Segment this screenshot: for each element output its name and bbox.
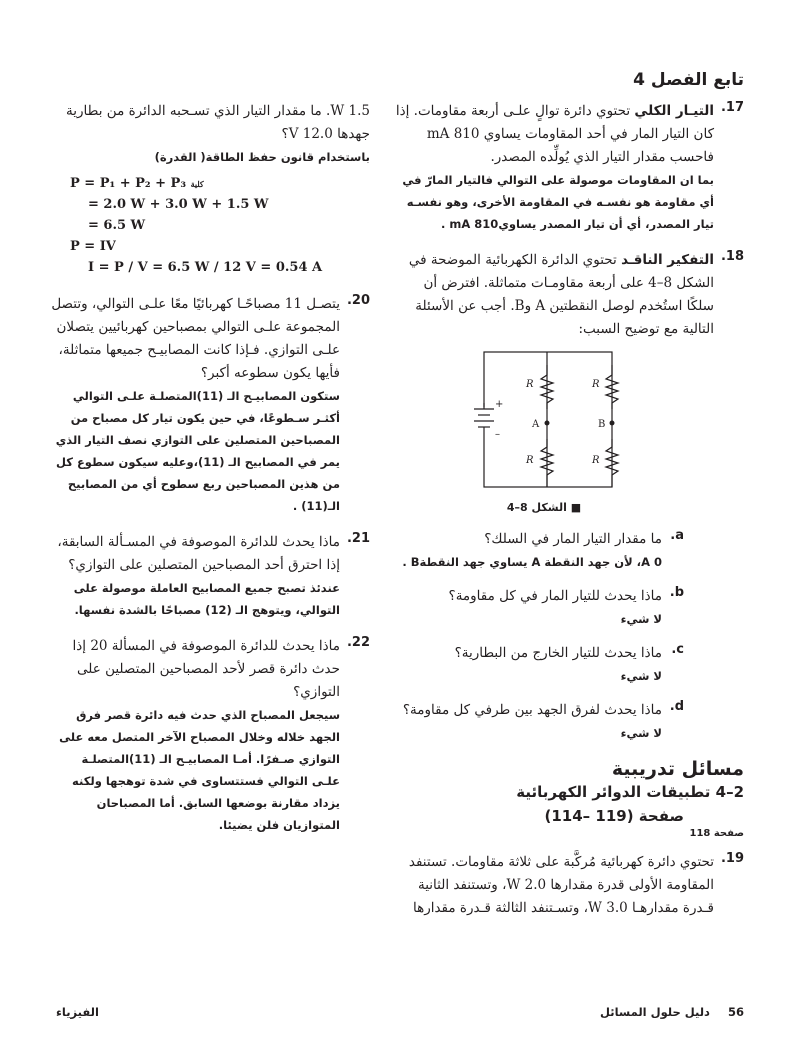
book-title: دليل حلول المسائل (600, 1005, 710, 1019)
part-question: ما مقدار التيار المار في السلك؟ (484, 531, 662, 547)
node-a (545, 421, 550, 426)
resistor-label: R (526, 379, 534, 390)
section-title: 2–4 تطبيقات الدوائر الكهربائية (516, 783, 744, 801)
question-number: 22. (346, 635, 370, 650)
sub-question-a (394, 528, 714, 573)
part-letter: c. (671, 642, 684, 657)
minus-sign: – (495, 429, 500, 440)
equation: = 6.5 W (88, 218, 146, 233)
question-19-continued (50, 100, 370, 275)
question-lead: التفكير الناقـد (621, 252, 714, 268)
practice-section (394, 758, 744, 839)
equations (50, 176, 370, 275)
part-answer: لا شيء (620, 612, 662, 626)
part-answer: 0 A، لأن جهد النقطة A يساوي جهد النقطةB . (402, 555, 662, 569)
question-21 (50, 531, 370, 621)
circuit-diagram (464, 347, 624, 497)
question-number: 19. (720, 851, 744, 866)
plus-sign: + (495, 399, 504, 410)
node-a-label: A (532, 419, 540, 430)
question-number: 18. (720, 249, 744, 264)
page-note: صفحة 118 (689, 828, 744, 839)
question-text: يتصـل 11 مصباحًـا كهربائيًا معًا علـى التوالي، وتتصل المجموعة علـى التوالي بمصباحين كهربائيين يتصلان علـى التوازي. فـإذا كانت المصابيـح جميعها متماثلة، فأيها يكون سطوعه أكبر؟ (51, 296, 340, 381)
sub-question-d (394, 699, 714, 744)
practice-title: مسائل تدريبية (611, 758, 744, 780)
left-column (50, 100, 370, 850)
part-letter: d. (669, 699, 684, 714)
question-text: 1.5 W. ما مقدار التيار الذي تسـحبه الدائرة من بطارية جهدها 12.0 V؟ (66, 103, 370, 142)
part-question: ماذا يحدث للتيار الخارج من البطارية؟ (454, 645, 662, 661)
equation: P = P₁ + P₂ + P₃ كلية (70, 176, 204, 191)
question-text: تحتوي دائرة توالٍ علـى أربعة مقاومات. إذا كان التيار المار في أحد المقاومات يساوي 810 mA فاحسب مقدار التيار الذي يُولِّده المصدر. (395, 103, 714, 165)
equation: I = P / V = 6.5 W / 12 V = 0.54 A (88, 260, 323, 275)
figure-caption (464, 501, 624, 514)
question-text: ماذا يحدث للدائرة الموصوفة في المسـألة السابقة، إذا احترق أحد المصباحين المتصلين على التوازي؟ (57, 534, 340, 573)
resistor-label: R (526, 455, 534, 466)
chapter-header: تابع الفصل 4 (633, 70, 744, 90)
part-question: ماذا يحدث لفرق الجهد بين طرفي كل مقاومة؟ (402, 702, 662, 718)
caption-text: الشكل 8–4 (506, 501, 567, 514)
footer-subject: الفيزياء (56, 1005, 99, 1019)
part-letter: a. (670, 528, 684, 543)
question-text: تحتوي الدائرة الكهربائية الموضحة في الشكل 8–4 على أربعة مقاومـات متماثلة. افترض أن سلكًا استُخدم لوصل النقطتين A وB. أجب عن الأسئلة التالية مع توضيح السبب: (408, 252, 714, 337)
answer: عندئذ تصبح جميع المصابيح العاملة موصولة على التوالي، ويتوهج الـ (12) مصباحًا بالشدة نفسها. (73, 581, 340, 617)
footer-right (600, 1005, 744, 1019)
equation: P = IV (70, 239, 116, 254)
resistor-label: R (592, 455, 600, 466)
question-20 (50, 293, 370, 517)
equation: = 2.0 W + 3.0 W + 1.5 W (88, 197, 269, 212)
circuit-figure (394, 347, 714, 514)
sub-question-c (394, 642, 714, 687)
resistor-label: R (592, 379, 600, 390)
part-answer: لا شيء (620, 669, 662, 683)
part-question: ماذا يحدث للتيار المار في كل مقاومة؟ (448, 588, 662, 604)
question-17 (394, 100, 744, 235)
node-b-label: B (598, 419, 606, 430)
part-answer: لا شيء (620, 726, 662, 740)
node-b (610, 421, 615, 426)
question-number: 20. (346, 293, 370, 308)
page-number: 56 (727, 1005, 744, 1019)
caption-bullet-icon: ■ (570, 501, 582, 514)
question-18 (394, 249, 744, 744)
sub-question-b (394, 585, 714, 630)
question-text: تحتوي دائرة كهربائية مُركَّبة على ثلاثة مقاومات. تستنفد المقاومة الأولى قدرة مقدارها 2.0 W، وتستنفد الثانية قـدرة مقدارهـا 3.0 W، وتسـتنفد الثالثة قـدرة مقدارها (408, 854, 714, 916)
solution-method: باستخدام قانون حفظ الطاقة( القدرة) (154, 150, 370, 164)
question-number: 21. (346, 531, 370, 546)
section-pages: صفحة (119 –114) (544, 807, 684, 825)
part-letter: b. (669, 585, 684, 600)
question-text: ماذا يحدث للدائرة الموصوفة في المسألة 20 إذا حدث دائرة قصر لأحد المصباحين المتصلين على التوازي؟ (72, 638, 340, 700)
answer: سيجعل المصباح الذي حدث فيه دائرة قصر فرق الجهد خلاله وخلال المصباح الآخر المتصل معه على التوازي صـفرًا. أمـا المصابيـح الـ (11)المتصلـة علـى التوالي فستتساوى في شدة توهجها ولكنه يزداد مقارنة بوضعها السابق. أما المصباحان المتوازيان فلن يضيئا. (59, 708, 340, 832)
question-number: 17. (720, 100, 744, 115)
question-lead: التيـار الكلي (634, 103, 714, 119)
right-column (394, 100, 744, 934)
question-19 (394, 851, 744, 920)
answer: ستكون المصابيـح الـ (11)المتصلـة علـى التوالي أكثـر سـطوعًا، في حين يكون تيار كل مصباح من المصباحين المتصلين على التوازي نصف التيار الذي يمر في المصابيح الـ (11)،وعليه سيكون سطوع كل من هذين المصباحين ربع سطوح أي من المصابيح الـ(11) . (55, 389, 340, 513)
question-22 (50, 635, 370, 836)
answer: بما ان المقاومات موصولة على التوالي فالتيار المارّ في أي مقاومة هو نفسـه في المقاومة الأخرى، وهو نفسـه تيار المصدر، أي أن تيار المصدر يساوي810 mA . (402, 173, 714, 231)
